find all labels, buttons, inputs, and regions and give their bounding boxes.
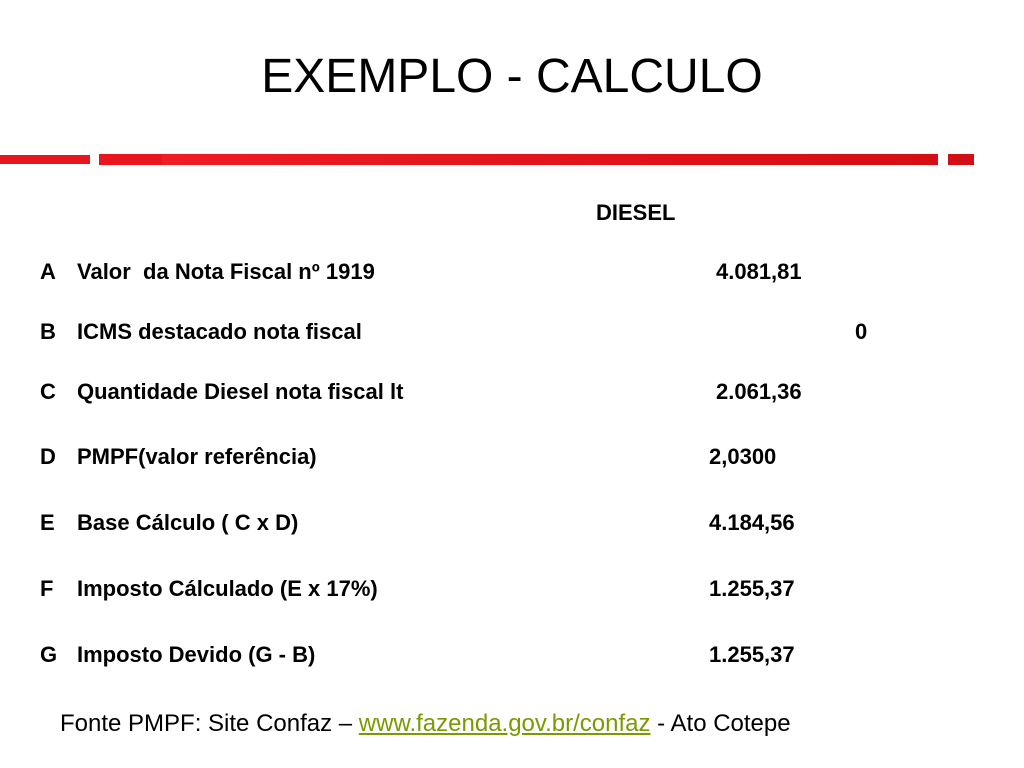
row-label: ICMS destacado nota fiscal — [77, 319, 362, 344]
row-value: 2.061,36 — [716, 379, 802, 404]
row-letter: E — [40, 510, 55, 535]
divider-segment — [162, 154, 938, 165]
row-value: 2,0300 — [709, 444, 777, 469]
row-letter: C — [40, 379, 56, 404]
column-header-diesel: DIESEL — [596, 200, 676, 225]
divider-segment — [948, 154, 974, 165]
row-value: 1.255,37 — [709, 642, 795, 667]
row-value: 4.081,81 — [716, 259, 802, 284]
source-prefix: Fonte PMPF: Site Confaz – — [60, 710, 359, 737]
row-label: Quantidade Diesel nota fiscal lt — [77, 379, 404, 404]
source-note — [60, 709, 791, 739]
slide-title: EXEMPLO - CALCULO — [261, 50, 763, 103]
row-letter: G — [40, 642, 58, 667]
divider-segment — [0, 155, 90, 164]
row-label: PMPF(valor referência) — [77, 444, 317, 469]
row-label: Valor da Nota Fiscal nº 1919 — [77, 259, 375, 284]
row-label: Imposto Devido (G - B) — [77, 642, 316, 667]
row-value: 4.184,56 — [709, 510, 795, 535]
row-label: Base Cálculo ( C x D) — [77, 510, 299, 535]
row-value: 1.255,37 — [709, 576, 795, 601]
confaz-link[interactable]: www.fazenda.gov.br/confaz — [358, 710, 651, 737]
divider-segment — [99, 154, 162, 165]
source-suffix: - Ato Cotepe — [650, 710, 791, 737]
row-letter: F — [40, 576, 54, 601]
row-label: Imposto Cálculado (E x 17%) — [77, 576, 378, 601]
row-letter: A — [40, 259, 56, 284]
row-letter: D — [40, 444, 56, 469]
row-value: 0 — [855, 319, 868, 344]
row-letter: B — [40, 319, 56, 344]
